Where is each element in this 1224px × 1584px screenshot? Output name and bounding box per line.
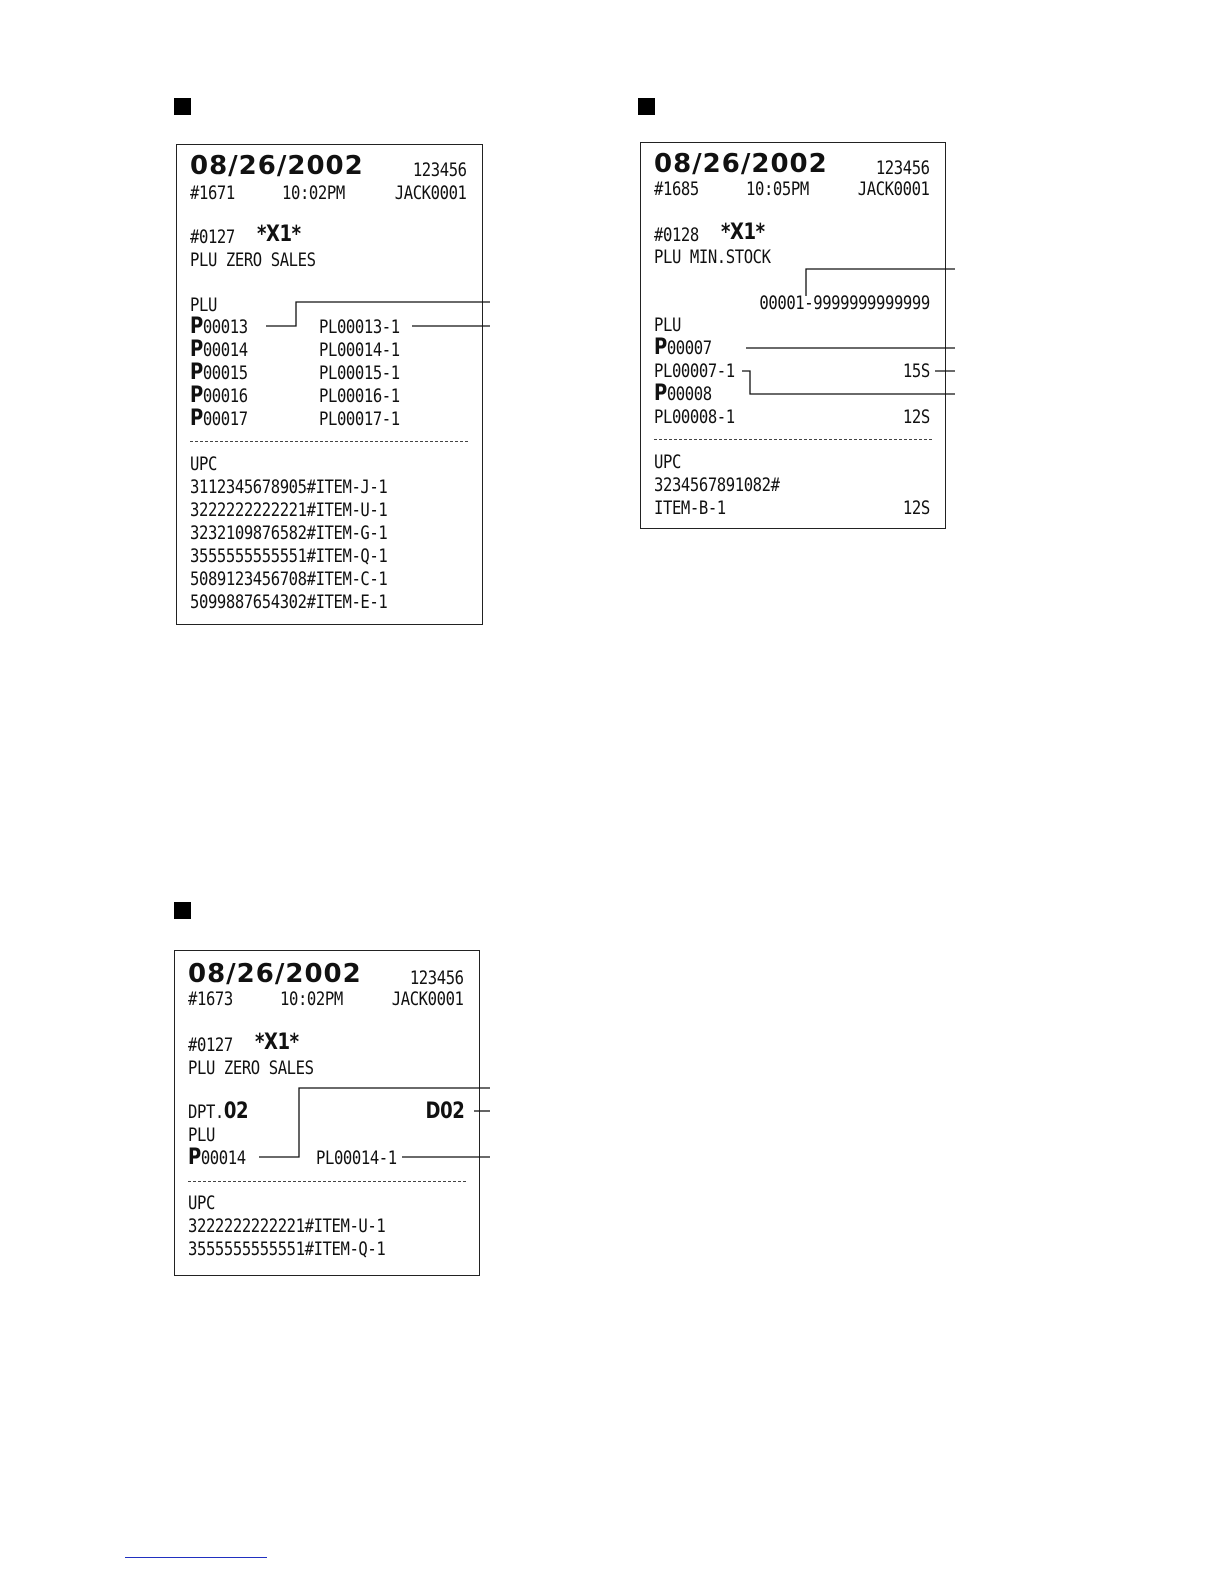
plu-prefix: P: [190, 314, 203, 339]
plu-name: PL00013-1: [319, 316, 400, 338]
dept-code: D02: [425, 1099, 464, 1124]
report-number: #0128: [654, 224, 699, 246]
upc-row: 3555555555551#ITEM-Q-1: [190, 545, 388, 567]
plu-code: 00015: [202, 362, 248, 384]
receipt-time: 10:05PM: [746, 178, 809, 200]
plu-prefix: P: [190, 360, 203, 385]
report-mode: *X1*: [255, 1030, 299, 1055]
plu-prefix: P: [188, 1145, 201, 1170]
plu-name: PL00014-1: [319, 339, 400, 361]
upc-code: 3234567891082#: [654, 474, 780, 496]
dept-number: 02: [223, 1099, 249, 1124]
upc-row: 3232109876582#ITEM-G-1: [190, 522, 388, 544]
report-mode: *X1*: [257, 222, 301, 247]
plu-name: PL00015-1: [319, 362, 400, 384]
upc-row: 3222222222221#ITEM-U-1: [190, 499, 388, 521]
plu-code: 00014: [202, 339, 248, 361]
consecutive-number: #1685: [654, 178, 699, 200]
consecutive-number: #1673: [188, 988, 233, 1010]
callout-plu-name: [742, 371, 955, 394]
plu-code: 00008: [666, 383, 712, 405]
clerk-code: JACK0001: [392, 988, 464, 1010]
report-mode: *X1*: [721, 220, 765, 245]
upc-row: 3555555555551#ITEM-Q-1: [188, 1238, 386, 1260]
callout-plu-code: [259, 1088, 490, 1157]
plu-code: 00007: [666, 337, 712, 359]
receipt-date: 08/26/2002: [654, 149, 828, 179]
upc-row: 5089123456708#ITEM-C-1: [190, 568, 388, 590]
clerk-code: JACK0001: [395, 182, 467, 204]
receipt-date: 08/26/2002: [188, 959, 362, 989]
dept-label: DPT.: [188, 1101, 224, 1123]
plu-name: PL00016-1: [319, 385, 400, 407]
upc-row: 3112345678905#ITEM-J-1: [190, 476, 388, 498]
upc-row: 5099887654302#ITEM-E-1: [190, 591, 388, 613]
machine-number: 123456: [876, 157, 930, 179]
receipt-time: 10:02PM: [280, 988, 343, 1010]
stock-quantity: 12S: [903, 497, 930, 519]
plu-code: 00017: [202, 408, 248, 430]
upc-row: 3222222222221#ITEM-U-1: [188, 1215, 386, 1237]
report-title: PLU ZERO SALES: [188, 1057, 314, 1079]
upc-name: ITEM-B-1: [654, 497, 726, 519]
report-title: PLU MIN.STOCK: [654, 246, 771, 268]
plu-code: 00013: [202, 316, 248, 338]
plu-prefix: P: [654, 335, 667, 360]
plu-prefix: P: [654, 381, 667, 406]
plu-name: PL00017-1: [319, 408, 400, 430]
clerk-code: JACK0001: [858, 178, 930, 200]
report-number: #0127: [190, 226, 235, 248]
plu-prefix: P: [190, 406, 203, 431]
section-plu: PLU: [188, 1124, 215, 1146]
plu-prefix: P: [190, 383, 203, 408]
callout-plu-code: [266, 302, 490, 326]
callout-range: [806, 269, 955, 296]
plu-code: 00014: [200, 1147, 246, 1169]
plu-name: PL00008-1: [654, 406, 735, 428]
plu-name: PL00014-1: [316, 1147, 397, 1169]
stock-range: 00001-9999999999999: [759, 292, 930, 314]
section-upc: UPC: [654, 451, 681, 473]
report-title: PLU ZERO SALES: [190, 249, 316, 271]
section-upc: UPC: [190, 453, 217, 475]
plu-prefix: P: [190, 337, 203, 362]
plu-name: PL00007-1: [654, 360, 735, 382]
machine-number: 123456: [410, 967, 464, 989]
stock-quantity: 15S: [903, 360, 930, 382]
consecutive-number: #1671: [190, 182, 235, 204]
report-number: #0127: [188, 1034, 233, 1056]
footer-rule: [125, 1557, 267, 1558]
section-upc: UPC: [188, 1192, 215, 1214]
stock-quantity: 12S: [903, 406, 930, 428]
section-plu: PLU: [654, 314, 681, 336]
receipt-date: 08/26/2002: [190, 151, 364, 181]
section-plu: PLU: [190, 294, 217, 316]
receipt-time: 10:02PM: [282, 182, 345, 204]
machine-number: 123456: [413, 159, 467, 181]
plu-code: 00016: [202, 385, 248, 407]
